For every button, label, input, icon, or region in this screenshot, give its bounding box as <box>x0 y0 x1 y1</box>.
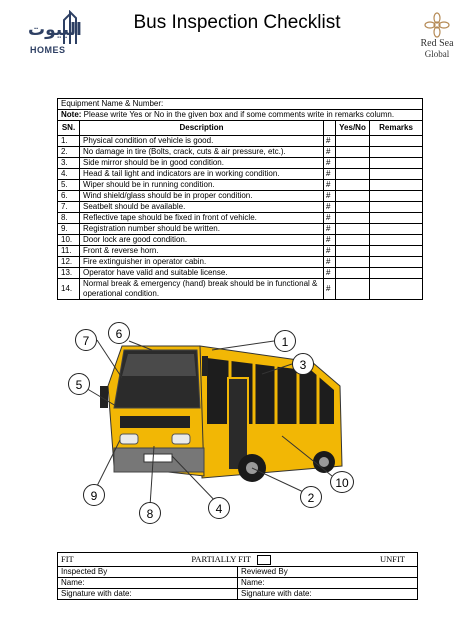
checklist-row <box>58 180 423 191</box>
checklist-body <box>58 136 423 300</box>
checklist-row <box>58 158 423 169</box>
checklist-row-mark: # <box>324 279 336 300</box>
checklist-row-remarks-field[interactable] <box>370 136 423 147</box>
partially-fit-label: PARTIALLY FIT <box>191 553 251 564</box>
reviewer-name-field[interactable] <box>238 578 418 589</box>
checklist-row-description: Operator have valid and suitable license. <box>80 268 324 279</box>
checklist-row-description: Seatbelt should be available. <box>80 202 324 213</box>
checklist-row-description: Registration number should be written. <box>80 224 324 235</box>
checklist-row-remarks-field[interactable] <box>370 191 423 202</box>
checklist-row-mark: # <box>324 224 336 235</box>
checklist-row-mark: # <box>324 158 336 169</box>
checklist-row-sn: 3. <box>58 158 80 169</box>
checklist-row-sn: 7. <box>58 202 80 213</box>
checklist-row-remarks-field[interactable] <box>370 147 423 158</box>
callout-5: 5 <box>68 373 90 395</box>
checklist-row-mark: # <box>324 202 336 213</box>
checklist-row <box>58 202 423 213</box>
checklist-row-yesno-field[interactable] <box>336 235 370 246</box>
checklist-row-sn: 6. <box>58 191 80 202</box>
checklist-row <box>58 191 423 202</box>
fit-label: FIT <box>61 553 74 564</box>
checklist-row-yesno-field[interactable] <box>336 191 370 202</box>
checklist-row-yesno-field[interactable] <box>336 158 370 169</box>
checklist-row-yesno-field[interactable] <box>336 180 370 191</box>
checklist-row <box>58 213 423 224</box>
checklist-row-yesno-field[interactable] <box>336 136 370 147</box>
checklist-row-remarks-field[interactable] <box>370 257 423 268</box>
checklist-row-description: Physical condition of vehicle is good. <box>80 136 324 147</box>
inspector-signature-label: Signature with date: <box>61 589 132 598</box>
col-header-yesno: Yes/No <box>336 121 370 136</box>
equipment-name-label: Equipment Name & Number: <box>61 99 164 108</box>
homes-logo-text: HOMES <box>30 45 66 55</box>
checklist-row-yesno-field[interactable] <box>336 169 370 180</box>
page-title: Bus Inspection Checklist <box>133 12 341 33</box>
checklist-row-sn: 4. <box>58 169 80 180</box>
checklist-row-description: Normal break & emergency (hand) break should be in functional & operational condition. <box>80 279 324 300</box>
checklist-row-yesno-field[interactable] <box>336 279 370 300</box>
checklist-row-description: Door lock are good condition. <box>80 235 324 246</box>
reviewer-signature-label: Signature with date: <box>241 589 312 598</box>
checklist-row-remarks-field[interactable] <box>370 169 423 180</box>
checklist-row-sn: 1. <box>58 136 80 147</box>
checklist-row-description: Reflective tape should be fixed in front of vehicle. <box>80 213 324 224</box>
checklist-row <box>58 169 423 180</box>
callout-6: 6 <box>108 322 130 344</box>
col-header-remarks: Remarks <box>370 121 423 136</box>
red-sea-logo-line1: Red Sea <box>420 38 454 49</box>
callout-9: 9 <box>83 484 105 506</box>
checklist-row-yesno-field[interactable] <box>336 268 370 279</box>
checklist-row-remarks-field[interactable] <box>370 202 423 213</box>
checklist-row <box>58 279 423 300</box>
checklist-row-yesno-field[interactable] <box>336 257 370 268</box>
checklist-row-remarks-field[interactable] <box>370 213 423 224</box>
checklist-row <box>58 147 423 158</box>
checklist-row-mark: # <box>324 191 336 202</box>
partially-fit-option[interactable] <box>115 554 271 565</box>
callout-1: 1 <box>274 330 296 352</box>
note-text: Please write Yes or No in the given box and if some comments write in remarks column. <box>81 110 395 119</box>
checklist-row-sn: 9. <box>58 224 80 235</box>
checklist-row-mark: # <box>324 268 336 279</box>
checklist-row <box>58 257 423 268</box>
checklist-row-mark: # <box>324 180 336 191</box>
checklist-row-sn: 10. <box>58 235 80 246</box>
checklist-row-description: Side mirror should be in good condition. <box>80 158 324 169</box>
reviewer-name-label: Name: <box>241 578 265 587</box>
checklist-row-mark: # <box>324 147 336 158</box>
checklist-row-description: Wiper should be in running condition. <box>80 180 324 191</box>
callout-4: 4 <box>208 497 230 519</box>
bus-illustration <box>62 316 362 531</box>
red-sea-global-logo <box>404 12 470 68</box>
checklist-row <box>58 224 423 235</box>
reviewer-signature-field[interactable] <box>238 589 418 600</box>
checklist-row-remarks-field[interactable] <box>370 224 423 235</box>
checklist-row-description: Front & reverse horn. <box>80 246 324 257</box>
inspected-by-label: Inspected By <box>61 567 108 576</box>
checklist-row-remarks-field[interactable] <box>370 268 423 279</box>
checklist-row-description: No damage in tire (Bolts, crack, cuts & air pressure, etc.). <box>80 147 324 158</box>
checklist-row-yesno-field[interactable] <box>336 147 370 158</box>
checklist-row-sn: 13. <box>58 268 80 279</box>
checklist-row-mark: # <box>324 136 336 147</box>
homes-logo-arabic: البيوت <box>28 20 82 40</box>
unfit-option[interactable] <box>271 554 405 564</box>
inspector-name-field[interactable] <box>58 578 238 589</box>
note-row <box>58 110 423 121</box>
red-sea-logo-mark <box>424 12 450 38</box>
inspection-checklist-table <box>57 98 423 300</box>
checklist-row <box>58 235 423 246</box>
checklist-row <box>58 246 423 257</box>
checklist-row-yesno-field[interactable] <box>336 213 370 224</box>
col-header-description: Description <box>80 121 324 136</box>
checklist-row-remarks-field[interactable] <box>370 235 423 246</box>
checklist-row-sn: 5. <box>58 180 80 191</box>
note-label: Note: <box>61 110 82 119</box>
fit-status-row <box>58 553 418 567</box>
checklist-row-mark: # <box>324 213 336 224</box>
reviewed-by-label: Reviewed By <box>241 567 288 576</box>
checklist-row-description: Wind shield/glass should be in proper condition. <box>80 191 324 202</box>
checklist-row-sn: 14. <box>58 279 80 300</box>
checklist-row-remarks-field[interactable] <box>370 279 423 300</box>
checklist-row-sn: 2. <box>58 147 80 158</box>
col-header-mark <box>324 121 336 136</box>
red-sea-logo-line2: Global <box>424 49 450 59</box>
sign-off-table <box>57 552 418 600</box>
checklist-row-yesno-field[interactable] <box>336 202 370 213</box>
callout-10: 10 <box>330 471 354 493</box>
checklist-row-remarks-field[interactable] <box>370 158 423 169</box>
inspected-by-cell <box>58 567 238 578</box>
inspector-signature-field[interactable] <box>58 589 238 600</box>
checklist-row-yesno-field[interactable] <box>336 224 370 235</box>
callout-2: 2 <box>300 486 322 508</box>
checklist-row <box>58 268 423 279</box>
equipment-name-field[interactable] <box>58 99 423 110</box>
checklist-row-remarks-field[interactable] <box>370 246 423 257</box>
checklist-row <box>58 136 423 147</box>
checklist-row-description: Head & tail light and indicators are in working condition. <box>80 169 324 180</box>
checklist-row-description: Fire extinguisher in operator cabin. <box>80 257 324 268</box>
partially-fit-checkbox[interactable] <box>257 555 271 565</box>
unfit-label: UNFIT <box>379 553 405 564</box>
col-header-sn: SN. <box>58 121 80 136</box>
checklist-row-mark: # <box>324 246 336 257</box>
checklist-row-mark: # <box>324 169 336 180</box>
reviewed-by-cell <box>238 567 418 578</box>
checklist-row-yesno-field[interactable] <box>336 246 370 257</box>
fit-option[interactable] <box>61 554 115 564</box>
checklist-row-sn: 11. <box>58 246 80 257</box>
checklist-row-sn: 12. <box>58 257 80 268</box>
inspector-name-label: Name: <box>61 578 85 587</box>
checklist-row-mark: # <box>324 235 336 246</box>
callout-3: 3 <box>292 353 314 375</box>
checklist-row-remarks-field[interactable] <box>370 180 423 191</box>
callout-7: 7 <box>75 329 97 351</box>
callout-8: 8 <box>139 502 161 524</box>
checklist-row-mark: # <box>324 257 336 268</box>
checklist-row-sn: 8. <box>58 213 80 224</box>
